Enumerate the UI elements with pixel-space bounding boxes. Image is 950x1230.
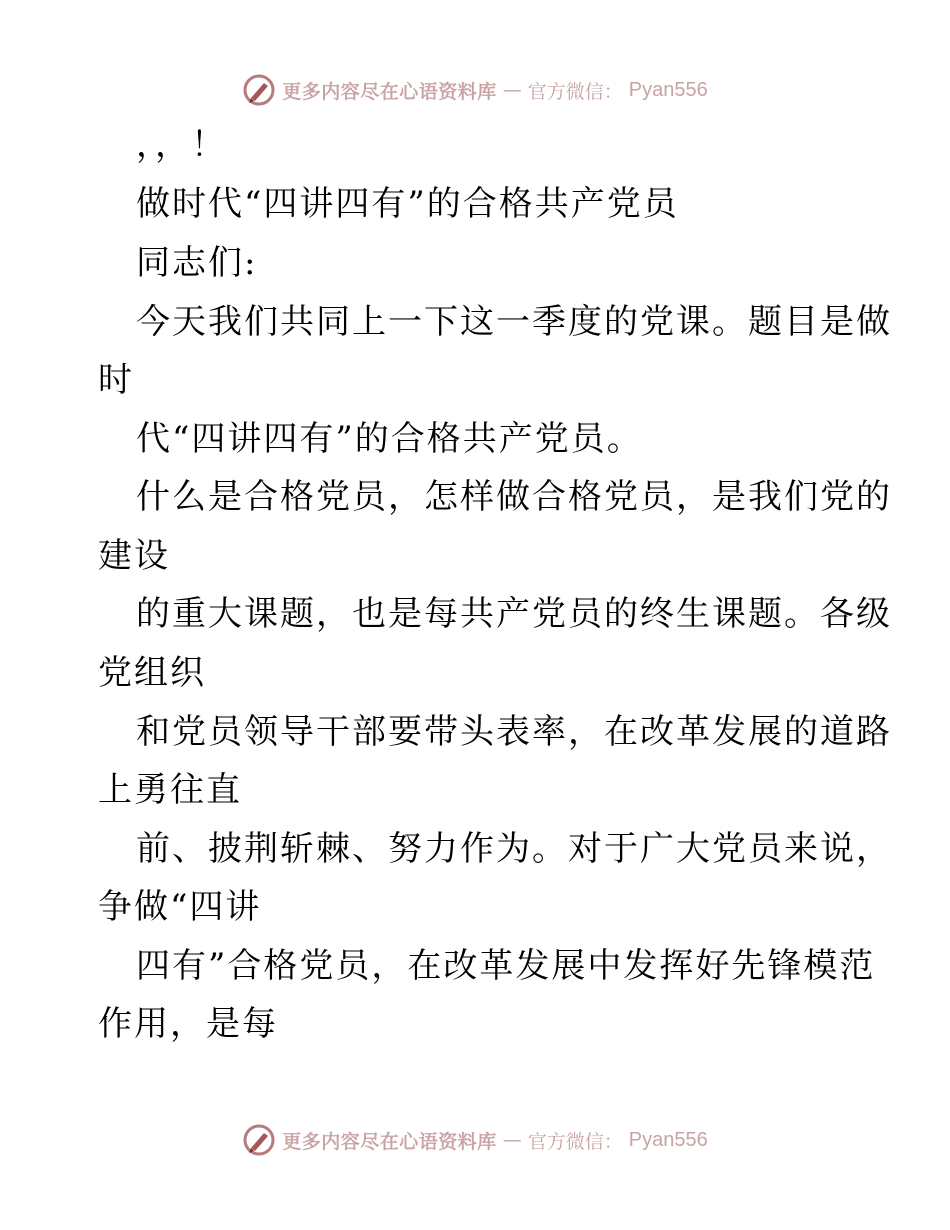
watermark-dash: —	[502, 1129, 522, 1151]
text-line: 建设	[98, 536, 170, 576]
watermark-wechat-label: 官方微信：	[527, 1130, 623, 1153]
text-line: 什么是合格党员，怎样做合格党员，是我们党的	[136, 477, 892, 517]
text-line: 作用，是每	[98, 1004, 278, 1044]
text-line: 和党员领导干部要带头表率，在改革发展的道路	[136, 712, 892, 752]
footer-watermark	[0, 1120, 950, 1160]
text-line: 争做“四讲	[98, 887, 262, 927]
document-title: 做时代“四讲四有”的合格共产党员	[136, 184, 679, 224]
watermark-wechat-label: 官方微信：	[527, 80, 623, 103]
text-line: 党组织	[98, 653, 206, 693]
text-line: 四有”合格党员，在改革发展中发挥好先锋模范	[136, 946, 876, 986]
text-line: 时	[98, 360, 134, 400]
text-line: ，，！	[136, 125, 227, 165]
text-line: 代“四讲四有”的合格共产党员。	[136, 419, 643, 459]
pen-logo-icon	[242, 73, 276, 107]
pen-logo-icon	[242, 1123, 276, 1157]
watermark-wechat-id: Pyan556	[628, 78, 708, 101]
salutation: 同志们:	[136, 243, 258, 283]
watermark-text: 更多内容尽在心语资料库	[282, 1130, 497, 1153]
text-line: 上勇往直	[98, 770, 242, 810]
text-line: 前、披荆斩棘、努力作为。对于广大党员来说，	[136, 829, 892, 869]
watermark-text: 更多内容尽在心语资料库	[282, 80, 497, 103]
text-line: 今天我们共同上一下这一季度的党课。题目是做	[136, 302, 892, 342]
watermark-dash: —	[502, 79, 522, 101]
text-line: 的重大课题，也是每共产党员的终生课题。各级	[136, 594, 892, 634]
header-watermark	[0, 70, 950, 110]
watermark-wechat-id: Pyan556	[628, 1128, 708, 1151]
